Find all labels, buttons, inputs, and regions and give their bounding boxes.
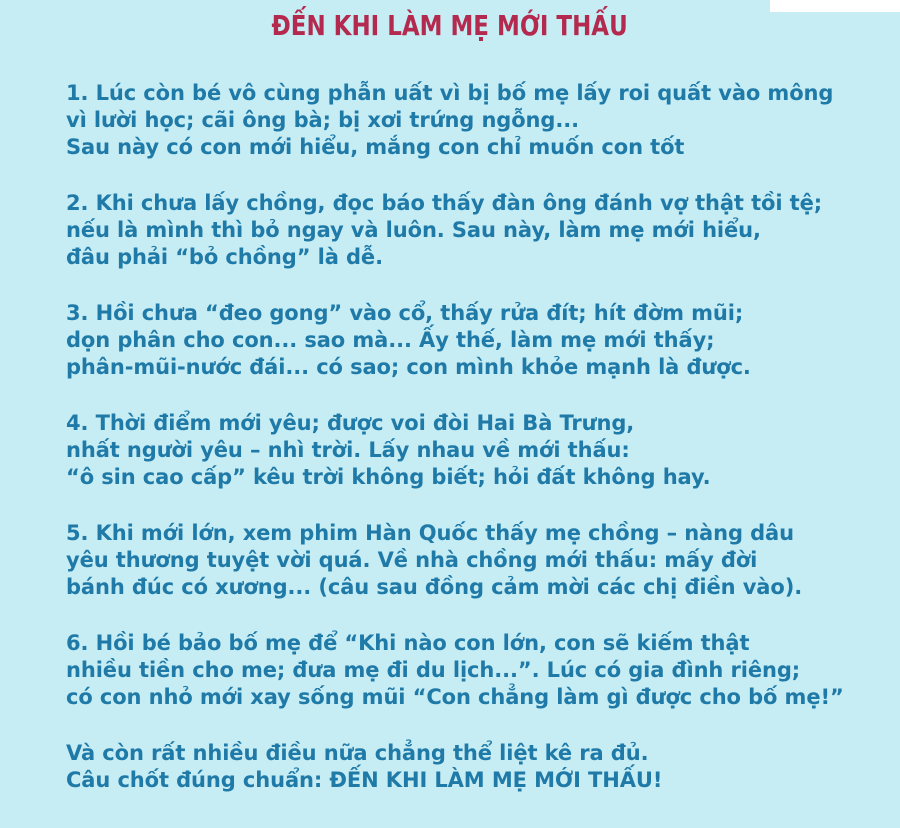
paragraph-4 bbox=[66, 410, 866, 491]
text-line: dọn phân cho con... sao mà... Ấy thế, làm mẹ mới thấy; bbox=[66, 328, 715, 352]
page-title: ĐẾN KHI LÀM MẸ MỚI THẤU bbox=[271, 9, 628, 42]
text-line: phân-mũi-nước đái... có sao; con mình khỏe mạnh là được. bbox=[66, 355, 751, 379]
text-line: có con nhỏ mới xay sống mũi “Con chẳng làm gì được cho bố mẹ!” bbox=[66, 685, 844, 709]
text-line: nhiều tiền cho me; đưa mẹ đi du lịch...”. Lúc có gia đình riêng; bbox=[66, 658, 801, 682]
text-line: 5. Khi mới lớn, xem phim Hàn Quốc thấy mẹ chồng – nàng dâu bbox=[66, 521, 794, 545]
text-line: 1. Lúc còn bé vô cùng phẫn uất vì bị bố mẹ lấy roi quất vào mông bbox=[66, 81, 834, 105]
text-line: bánh đúc có xương... (câu sau đồng cảm mời các chị điền vào). bbox=[66, 575, 803, 599]
text-line: “ô sin cao cấp” kêu trời không biết; hỏi đất không hay. bbox=[66, 465, 711, 489]
text-line: 6. Hồi bé bảo bố mẹ để “Khi nào con lớn, con sẽ kiếm thật bbox=[66, 631, 750, 655]
paragraph-1 bbox=[66, 80, 866, 161]
text-line: Và còn rất nhiều điều nữa chẳng thể liệt kê ra đủ. bbox=[66, 741, 649, 765]
text-line: vì lười học; cãi ông bà; bị xơi trứng ngỗng... bbox=[66, 108, 579, 132]
article-body bbox=[66, 80, 866, 823]
text-line: 3. Hồi chưa “đeo gong” vào cổ, thấy rửa đít; hít đờm mũi; bbox=[66, 301, 744, 325]
paragraph-6 bbox=[66, 630, 866, 711]
text-line: yêu thương tuyệt vời quá. Về nhà chồng mới thấu: mấy đời bbox=[66, 548, 758, 572]
text-line: đâu phải “bỏ chồng” là dễ. bbox=[66, 245, 383, 269]
text-line: nếu là mình thì bỏ ngay và luôn. Sau này, làm mẹ mới hiểu, bbox=[66, 218, 761, 242]
paragraph-5 bbox=[66, 520, 866, 601]
paragraph-2 bbox=[66, 190, 866, 271]
text-line: Câu chốt đúng chuẩn: ĐẾN KHI LÀM MẸ MỚI THẤU! bbox=[66, 768, 663, 792]
paragraph-3 bbox=[66, 300, 866, 381]
text-line: 4. Thời điểm mới yêu; được voi đòi Hai Bà Trưng, bbox=[66, 411, 635, 435]
paragraph-conclusion bbox=[66, 740, 866, 794]
text-line: 2. Khi chưa lấy chồng, đọc báo thấy đàn ông đánh vợ thật tồi tệ; bbox=[66, 191, 823, 215]
text-line: nhất người yêu – nhì trời. Lấy nhau về mới thấu: bbox=[66, 438, 630, 462]
text-line: Sau này có con mới hiểu, mắng con chỉ muốn con tốt bbox=[66, 135, 685, 159]
